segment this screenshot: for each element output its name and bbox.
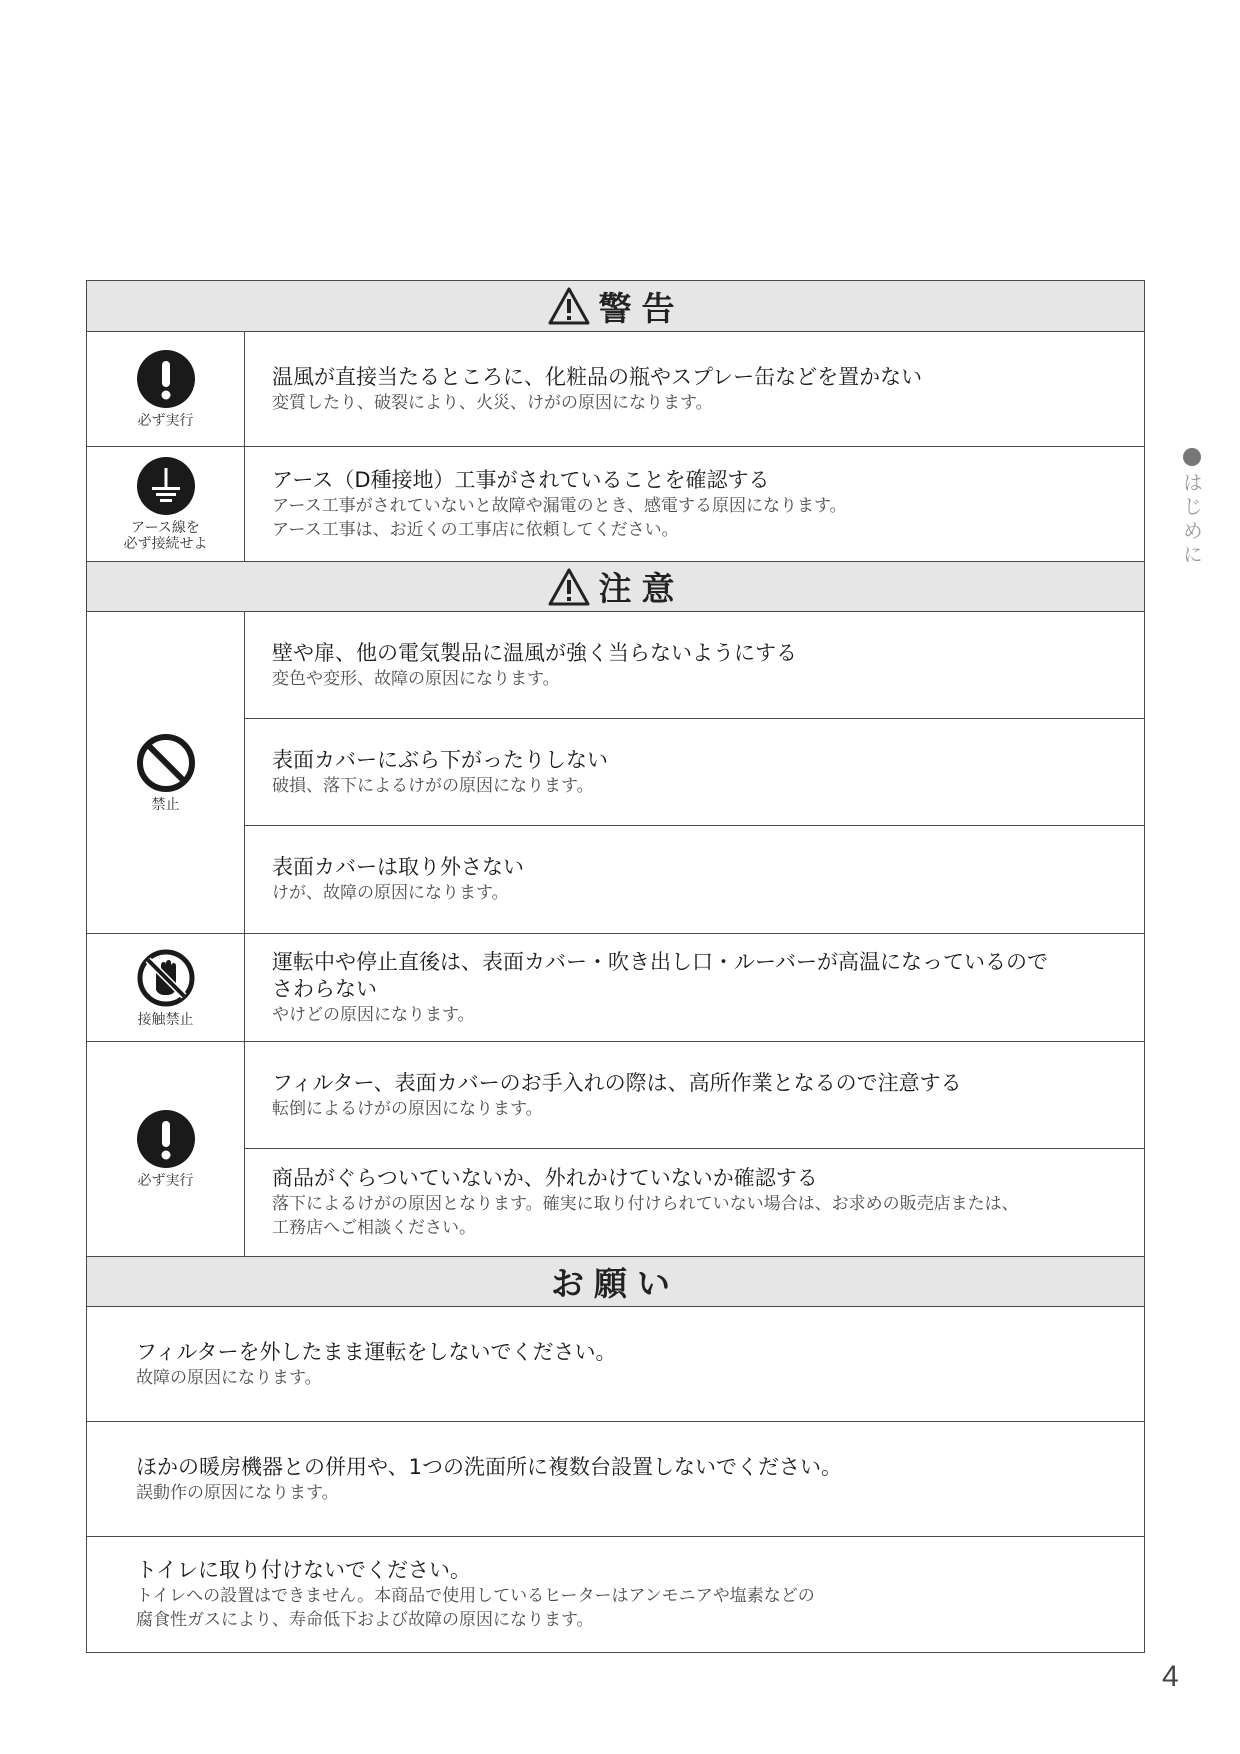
warning-triangle-icon (547, 286, 591, 326)
safety-notice-table (86, 280, 1145, 1653)
ground-connection-icon (136, 456, 196, 516)
request-list (87, 1307, 1144, 1652)
warning-title: 警告 (598, 288, 685, 328)
notice-detail: 転倒によるけがの原因になります。 (272, 1098, 543, 1119)
request-heading: トイレに取り付けないでください。 (136, 1558, 471, 1582)
notice-heading: 表面カバーは取り外さない (272, 855, 524, 879)
notice-item (245, 1042, 1144, 1149)
caution-group-no-touch (87, 934, 1144, 1042)
request-heading: フィルターを外したまま運転をしないでください。 (136, 1339, 617, 1364)
notice-item (245, 332, 1144, 446)
notice-detail: 変質したり、破裂により、火災、けがの原因になります。 (272, 392, 713, 413)
section-side-tab (1181, 448, 1203, 568)
page-number: 4 (1162, 1660, 1179, 1693)
notice-heading: 表面カバーにぶら下がったりしない (272, 747, 608, 772)
notice-item (245, 612, 1144, 719)
caution-triangle-icon (547, 567, 591, 607)
no-touch-hand-icon (136, 948, 196, 1008)
request-item (87, 1537, 1144, 1652)
request-title: お願い (551, 1264, 680, 1303)
icon-label: 禁止 (151, 796, 180, 813)
notice-detail: 変色や変形、故障の原因になります。 (272, 668, 560, 689)
warning-group-mandatory (87, 332, 1144, 447)
notice-heading: フィルター、表面カバーのお手入れの際は、高所作業となるので注意する (272, 1070, 962, 1095)
notice-item (245, 447, 1144, 561)
request-detail: 誤動作の原因になります。 (136, 1482, 339, 1503)
icon-label: 接触禁止 (137, 1011, 194, 1028)
section-side-label: はじめに (1179, 472, 1204, 568)
notice-heading: 壁や扉、他の電気製品に温風が強く当らないようにする (272, 640, 797, 665)
request-heading: ほかの暖房機器との併用や、1つの洗面所に複数台設置しないでください。 (136, 1454, 842, 1479)
notice-detail: 破損、落下によるけがの原因になります。 (272, 775, 594, 796)
request-header (87, 1256, 1144, 1307)
notice-heading: 商品がぐらついていないか、外れかけていないか確認する (272, 1166, 818, 1190)
warning-header (87, 281, 1144, 332)
warning-group-ground (87, 447, 1144, 561)
icon-cell (87, 612, 245, 933)
icon-label: アース線を 必ず接続せよ (123, 520, 208, 552)
request-detail: トイレへの設置はできません。本商品で使用しているヒーターはアンモニアや塩素などの 腐食性ガスにより、寿命低下および故障の原因になります。 (136, 1586, 815, 1630)
notice-detail: けが、故障の原因になります。 (272, 883, 509, 903)
section-dot-icon (1183, 448, 1201, 466)
icon-cell (87, 447, 245, 561)
mandatory-exclamation-icon (136, 1109, 196, 1169)
notice-detail: やけどの原因になります。 (272, 1004, 475, 1025)
notice-item (245, 934, 1144, 1041)
icon-cell (87, 934, 245, 1041)
mandatory-exclamation-icon (136, 349, 196, 409)
notice-item (245, 719, 1144, 826)
icon-label: 必ず実行 (137, 413, 194, 429)
notice-item (245, 826, 1144, 933)
caution-group-mandatory (87, 1042, 1144, 1256)
caution-header (87, 561, 1144, 612)
notice-item (245, 1149, 1144, 1256)
notice-detail: 落下によるけがの原因となります。確実に取り付けられていない場合は、お求めの販売店または、 工務店へご相談ください。 (272, 1194, 1019, 1238)
notice-detail: アース工事がされていないと故障や漏電のとき、感電する原因になります。 アース工事は、お近くの工事店に依頼してください。 (272, 495, 847, 540)
notice-heading: アース（D種接地）工事がされていることを確認する (272, 467, 770, 492)
request-item (87, 1307, 1144, 1422)
notice-heading: 運転中や停止直後は、表面カバー・吹き出し口・ルーバーが高温になっているので さわらない (272, 949, 1048, 1001)
icon-label: 必ず実行 (137, 1173, 194, 1189)
prohibition-icon (136, 733, 196, 793)
request-item (87, 1422, 1144, 1537)
request-detail: 故障の原因になります。 (136, 1367, 322, 1388)
icon-cell (87, 332, 245, 446)
caution-group-prohibited (87, 612, 1144, 934)
notice-heading: 温風が直接当たるところに、化粧品の瓶やスプレー缶などを置かない (272, 364, 923, 389)
caution-title: 注意 (598, 569, 685, 608)
icon-cell (87, 1042, 245, 1256)
